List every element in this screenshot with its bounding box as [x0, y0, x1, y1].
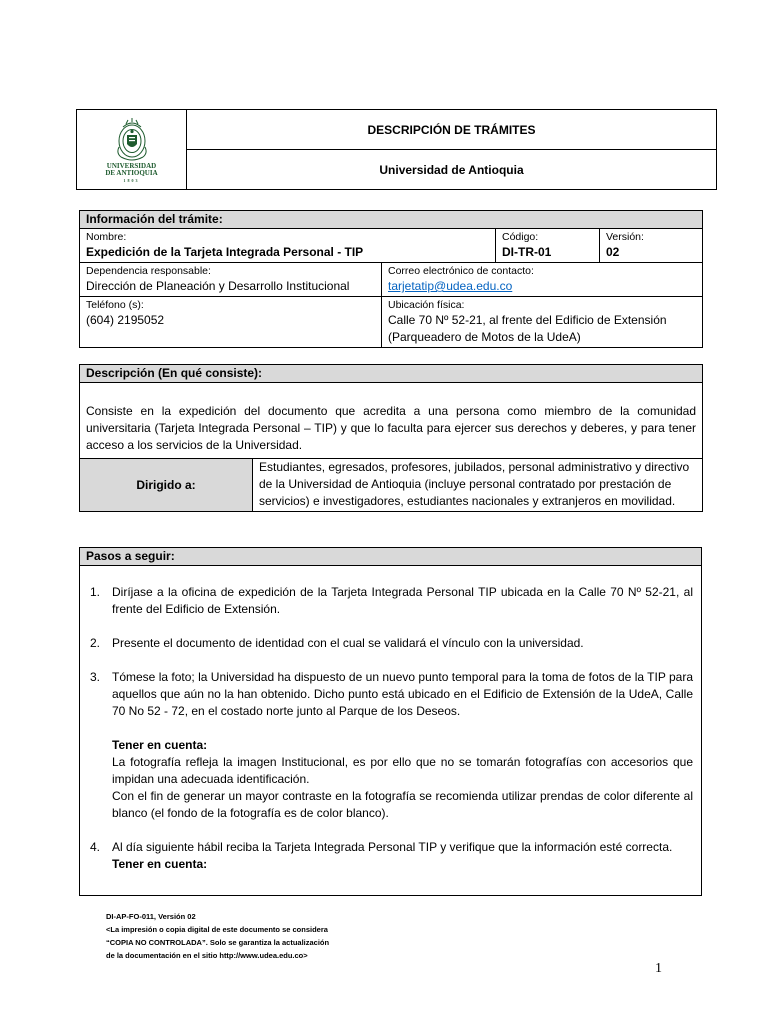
footer-line-1: DI-AP-FO-011, Versión 02: [106, 912, 196, 921]
note-text-1: La fotografía refleja la imagen Institucional, es por ello que no se tomarán fotografías con accesorios que impidan una adecuada identificación.: [112, 755, 693, 786]
logo-cell: [77, 110, 187, 190]
university-seal-icon: [113, 117, 151, 163]
logo-text-line1: UNIVERSIDAD: [106, 161, 157, 170]
dependency-label: Dependencia responsable:: [86, 265, 211, 277]
logo-year: 1803: [123, 177, 140, 183]
location-label: Ubicación física:: [388, 299, 465, 311]
location-line2: (Parqueadero de Motos de la UdeA): [388, 330, 581, 344]
logo-text-line2: DE ANTIOQUIA: [105, 169, 158, 177]
step-text: Al día siguiente hábil reciba la Tarjeta Integrada Personal TIP y verifique que la información esté correcta.: [112, 840, 673, 854]
university-logo: [77, 112, 186, 188]
version-cell: [600, 229, 703, 263]
steps-section-title: Pasos a seguir:: [80, 548, 702, 566]
description-table: [79, 364, 703, 512]
name-value: Expedición de la Tarjeta Integrada Personal - TIP: [86, 245, 364, 259]
step-number: 4.: [90, 840, 101, 854]
document-title: DESCRIPCIÓN DE TRÁMITES: [187, 110, 717, 150]
document-header: [76, 109, 717, 190]
footer-line-2: <La impresión o copia digital de este documento se considera: [106, 925, 328, 934]
phone-value: (604) 2195052: [86, 313, 165, 327]
version-value: 02: [606, 245, 620, 259]
dependency-cell: [80, 263, 382, 297]
footer-line-4: de la documentación en el sitio http://www.udea.edu.co>: [106, 951, 308, 960]
step-text: Diríjase a la oficina de expedición de la Tarjeta Integrada Personal TIP ubicada en la Calle 70 Nº 52-21, al frente del Edificio de Extensión.: [112, 585, 693, 616]
description-text: Consiste en la expedición del documento que acredita a una persona como miembro de la comunidad universitaria (Tarjeta Integrada Personal – TIP) y que lo faculta para ejercer sus derechos y deberes, y para tener acceso a los servicios de la Universidad.: [86, 404, 697, 452]
location-line1: Calle 70 Nº 52-21, al frente del Edificio de Extensión: [388, 313, 667, 327]
step-number: 3.: [90, 670, 101, 684]
email-cell: [382, 263, 703, 297]
step-number: 1.: [90, 585, 101, 599]
name-label: Nombre:: [86, 231, 127, 243]
description-cell: [80, 383, 703, 459]
name-cell: [80, 229, 496, 263]
steps-table: [79, 547, 702, 896]
phone-cell: [80, 297, 382, 348]
step-item-3: [88, 669, 693, 822]
note-title-2: Tener en cuenta:: [112, 857, 208, 871]
email-link[interactable]: tarjetatip@udea.edu.co: [388, 279, 513, 293]
step-item-4: [88, 839, 693, 873]
directed-to-label: Dirigido a:: [80, 459, 253, 512]
note-text-2: Con el fin de generar un mayor contraste en la fotografía se recomienda utilizar prendas de color diferente al blanco (el fondo de la fotografía es de color blanco).: [112, 789, 693, 820]
step-number: 2.: [90, 636, 101, 650]
directed-to-cell: [253, 459, 703, 512]
version-label: Versión:: [606, 231, 644, 243]
footer-line-3: “COPIA NO CONTROLADA”. Solo se garantiza la actualización: [106, 938, 330, 947]
code-label: Código:: [502, 231, 539, 243]
description-section-title: Descripción (En qué consiste):: [80, 365, 703, 383]
step-text: Tómese la foto; la Universidad ha dispuesto de un nuevo punto temporal para la toma de fotos de la TIP para aquellos que aún no la han obtenido. Dicho punto está ubicado en el Edificio de Extensión de la UdeA, Calle 70 No 52 - 72, en el costado norte junto al Parque de los Deseos.: [112, 670, 693, 718]
code-value: DI-TR-01: [502, 245, 552, 259]
location-cell: [382, 297, 703, 348]
code-cell: [496, 229, 600, 263]
email-label: Correo electrónico de contacto:: [388, 265, 534, 277]
step-item-1: [88, 584, 693, 618]
phone-label: Teléfono (s):: [86, 299, 144, 311]
info-section-title: Información del trámite:: [80, 211, 703, 229]
page-number: 1: [655, 961, 662, 976]
document-subtitle: Universidad de Antioquia: [187, 150, 717, 190]
step-item-2: [88, 635, 693, 652]
note-title: Tener en cuenta:: [112, 738, 208, 752]
document-footer: [106, 910, 329, 962]
procedure-info-table: [79, 210, 703, 348]
dependency-value: Dirección de Planeación y Desarrollo Institucional: [86, 279, 350, 293]
directed-to-text: Estudiantes, egresados, profesores, jubilados, personal administrativo y directivo de la Universidad de Antioquia (incluye personal contratado por prestación de servicios) e investigadores, estudiantes nacionales y extranjeros en movilidad.: [259, 460, 690, 508]
steps-body: [80, 566, 702, 896]
step-text: Presente el documento de identidad con el cual se validará el vínculo con la universidad.: [112, 636, 584, 650]
